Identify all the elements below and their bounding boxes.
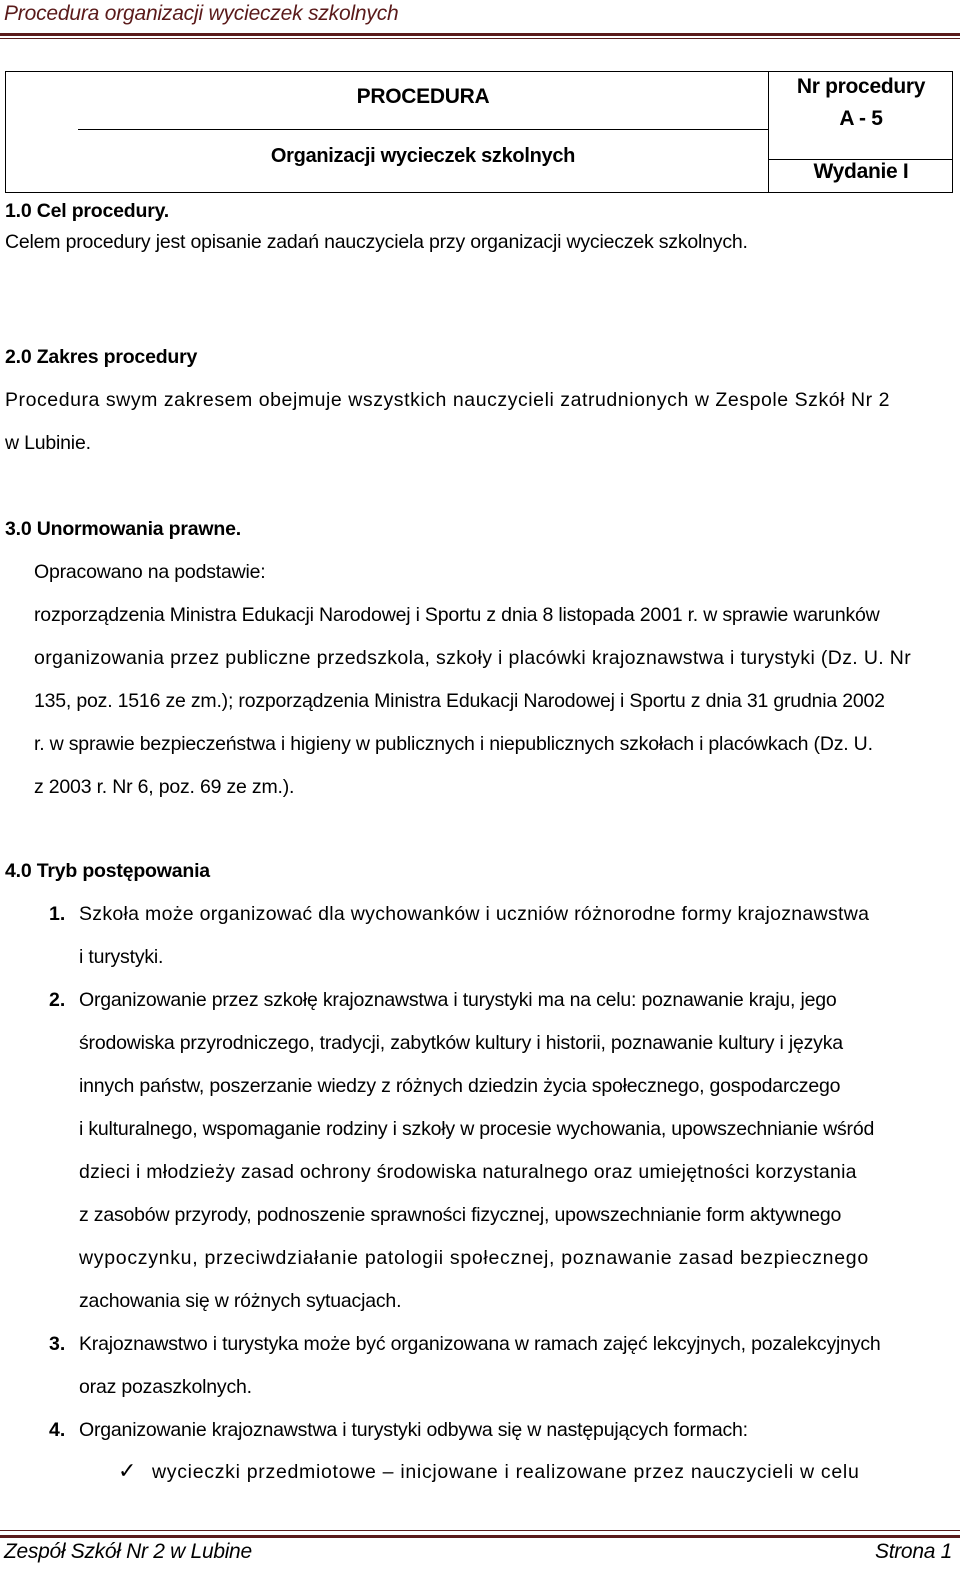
section-3-heading: 3.0 Unormowania prawne. [5, 518, 241, 540]
procedure-number-label: Nr procedury [796, 75, 926, 98]
list-item-2-line-3: innych państw, poszerzanie wiedzy z różnych dziedzin życia społecznego, gospodarczego [79, 1075, 841, 1097]
section-2-text-1: Procedura swym zakresem obejmuje wszystkich nauczycieli zatrudnionych w Zespole Szkół Nr 2 [5, 389, 891, 411]
list-item-2-number: 2. [49, 989, 66, 1011]
section-4-heading: 4.0 Tryb postępowania [5, 860, 210, 882]
section-1-heading: 1.0 Cel procedury. [5, 200, 170, 222]
section-3-line-2: organizowania przez publiczne przedszkola, szkoły i placówki krajoznawstwa i turystyki (Dz. U. Nr [34, 647, 912, 669]
section-3-line-5: z 2003 r. Nr 6, poz. 69 ze zm.). [34, 776, 295, 798]
procedure-table [5, 71, 953, 193]
list-item-2-line-5: dzieci i młodzieży zasad ochrony środowiska naturalnego oraz umiejętności korzystania [79, 1161, 857, 1183]
footer-rule [0, 1535, 960, 1538]
section-2-line-1 [5, 389, 948, 412]
list-item-2-line-4: i kulturalnego, wspomaganie rodziny i szkoły w procesie wychowania, upowszechnianie wśród [79, 1118, 875, 1140]
section-1-text: Celem procedury jest opisanie zadań nauczyciela przy organizacji wycieczek szkolnych. [5, 231, 748, 253]
section-2-line-2: w Lubinie. [5, 432, 91, 454]
procedure-subtitle: Organizacji wycieczek szkolnych [270, 145, 576, 167]
list-item-2-line-6: z zasobów przyrody, podnoszenie sprawności fizycznej, upowszechnianie form aktywnego [79, 1204, 842, 1226]
list-item-4-number: 4. [49, 1419, 66, 1441]
checkmark-icon: ✓ [118, 1458, 137, 1483]
procedure-number-value: A - 5 [839, 107, 883, 130]
section-3-intro: Opracowano na podstawie: [34, 561, 266, 583]
section-3-line-4: r. w sprawie bezpieczeństwa i higieny w publicznych i niepublicznych szkołach i placówkach (Dz. U. [34, 733, 873, 755]
list-item-1-number: 1. [49, 903, 66, 925]
header-rule [0, 33, 960, 36]
procedure-title: PROCEDURA [356, 85, 490, 108]
section-3-line-3: 135, poz. 1516 ze zm.); rozporządzenia Ministra Edukacji Narodowej i Sportu z dnia 31 grudnia 2002 [34, 690, 885, 712]
footer-page-number: Strona 1 [875, 1540, 952, 1563]
list-item-3-line-1: Krajoznawstwo i turystyka może być organizowana w ramach zajęć lekcyjnych, pozalekcyjnych [79, 1333, 881, 1355]
list-item-1-line-1: Szkoła może organizować dla wychowanków i uczniów różnorodne formy krajoznawstwa [79, 903, 870, 925]
list-item-2-line-7: wypoczynku, przeciwdziałanie patologii społecznej, poznawanie zasad bezpiecznego [79, 1247, 869, 1269]
list-item-4-line-1: Organizowanie krajoznawstwa i turystyki odbywa się w następujących formach: [79, 1419, 748, 1441]
procedure-edition: Wydanie I [813, 160, 909, 183]
list-item-2-line-8: zachowania się w różnych sytuacjach. [79, 1290, 402, 1312]
section-3-line-1: rozporządzenia Ministra Edukacji Narodowej i Sportu z dnia 8 listopada 2001 r. w sprawie warunków [34, 604, 880, 626]
list-item-2-line-2: środowiska przyrodniczego, tradycji, zabytków kultury i historii, poznawanie kultury i języka [79, 1032, 843, 1054]
table-divider-left [78, 129, 768, 130]
list-item-2-line-1: Organizowanie przez szkołę krajoznawstwa i turystyki ma na celu: poznawanie kraju, jego [79, 989, 837, 1011]
footer-school-name: Zespół Szkół Nr 2 w Lubine [4, 1540, 252, 1563]
running-header: Procedura organizacji wycieczek szkolnych [4, 2, 399, 25]
footer-rule-thin [0, 1530, 960, 1531]
section-2-heading: 2.0 Zakres procedury [5, 346, 198, 368]
list-item-3-number: 3. [49, 1333, 66, 1355]
header-rule-thin [0, 38, 960, 39]
list-item-1-line-2: i turystyki. [79, 946, 164, 968]
list-item-3-line-2: oraz pozaszkolnych. [79, 1376, 252, 1398]
bullet-item-text: wycieczki przedmiotowe – inicjowane i realizowane przez nauczycieli w celu [152, 1461, 860, 1483]
